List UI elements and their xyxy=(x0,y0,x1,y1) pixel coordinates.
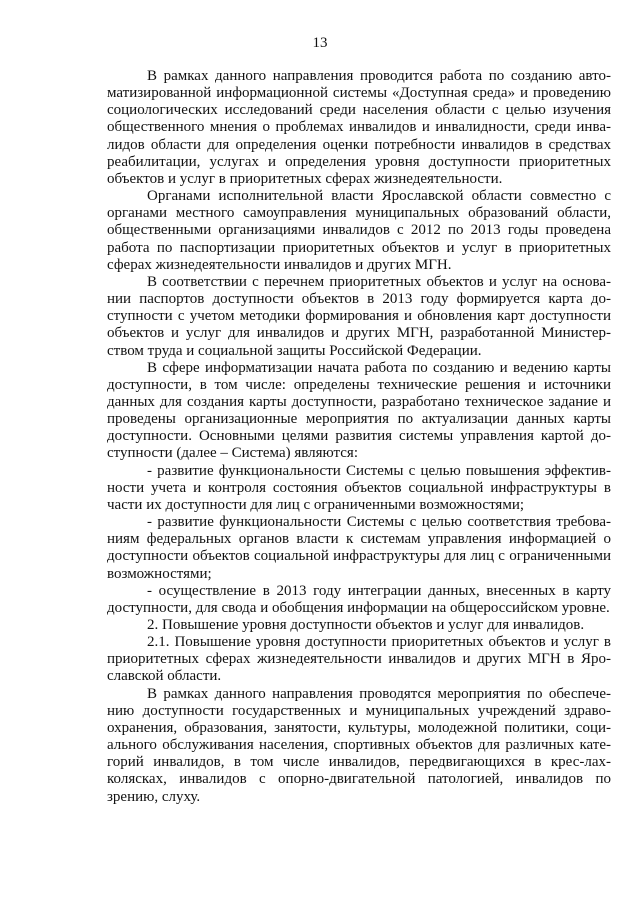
page-number: 13 xyxy=(312,35,328,51)
paragraph-passportization: Органами исполнительной власти Ярославской области совместно с органами местного самоуправления муниципальных образований области, общественными организациями инвалидов с 2012 по 2013 годы проведена работа по паспортизации приоритетных объектов и услуг в приоритетных сферах жизнедеятельности инвалидов и других МГН. xyxy=(107,188,611,273)
paragraph-accessibility-map-formation: В соответствии с перечнем приоритетных объектов и услуг на основа-нии паспортов доступности объектов в 2013 году формируется карта до-ступности с учетом методики формирования и обновления карт доступности объектов и услуг для инвалидов и других МГН, разработанной Министер-ством труда и социальной защиты Российской Федерации. xyxy=(107,273,611,359)
page-body xyxy=(107,68,611,806)
list-item-goal-3: - осуществление в 2013 году интеграции данных, внесенных в карту доступности, для свода и обобщения информации на общероссийском уровне. xyxy=(107,582,611,616)
paragraph-accessibility-measures: В рамках данного направления проводятся мероприятия по обеспече-нию доступности государственных и муниципальных учреждений здраво-охранения, образования, занятости, культуры, молодежной политики, соци-ального обслуживания населения, спортивных объектов для различных кате-горий инвалидов, в том числе инвалидов, передвигающихся в крес-лах-колясках, инвалидов с опорно-двигательной патологией, инвалидов по зрению, слуху. xyxy=(107,685,611,805)
list-item-goal-1: - развитие функциональности Системы с целью повышения эффектив-ности учета и контроля состояния объектов социальной инфраструктуры в части их доступности для лиц с ограниченными возможностями; xyxy=(107,462,611,513)
paragraph-information-system: В рамках данного направления проводится работа по созданию авто-матизированной информационной системы «Доступная среда» и проведению социологических исследований среди населения области с целью изучения общественного мнения о проблемах инвалидов и инвалидности, среди инва-лидов области для определения оценки потребности инвалидов в средствах реабилитации, услугах и определения уровня доступности приоритетных объектов и услуг в приоритетных сферах жизнедеятельности. xyxy=(107,68,611,187)
list-item-goal-2: - развитие функциональности Системы с целью соответствия требова-ниям федеральных органов власти к системам управления информацией о доступности объектов социальной инфраструктуры для лиц с ограниченными возможностями; xyxy=(107,514,611,582)
paragraph-informatization: В сфере информатизации начата работа по созданию и ведению карты доступности, в том числе: определены технические решения и источники данных для создания карты доступности, разработано техническое задание и проведены организационные мероприятия по актуализации данных карты доступности. Основными целями развития системы управления картой до-ступности (далее – Система) являются: xyxy=(107,359,611,462)
subsection-heading-2-1: 2.1. Повышение уровня доступности приоритетных объектов и услуг в приоритетных сферах жизнедеятельности инвалидов и других МГН в Яро-славской области. xyxy=(107,634,611,685)
section-heading-2: 2. Повышение уровня доступности объектов и услуг для инвалидов. xyxy=(147,617,585,633)
